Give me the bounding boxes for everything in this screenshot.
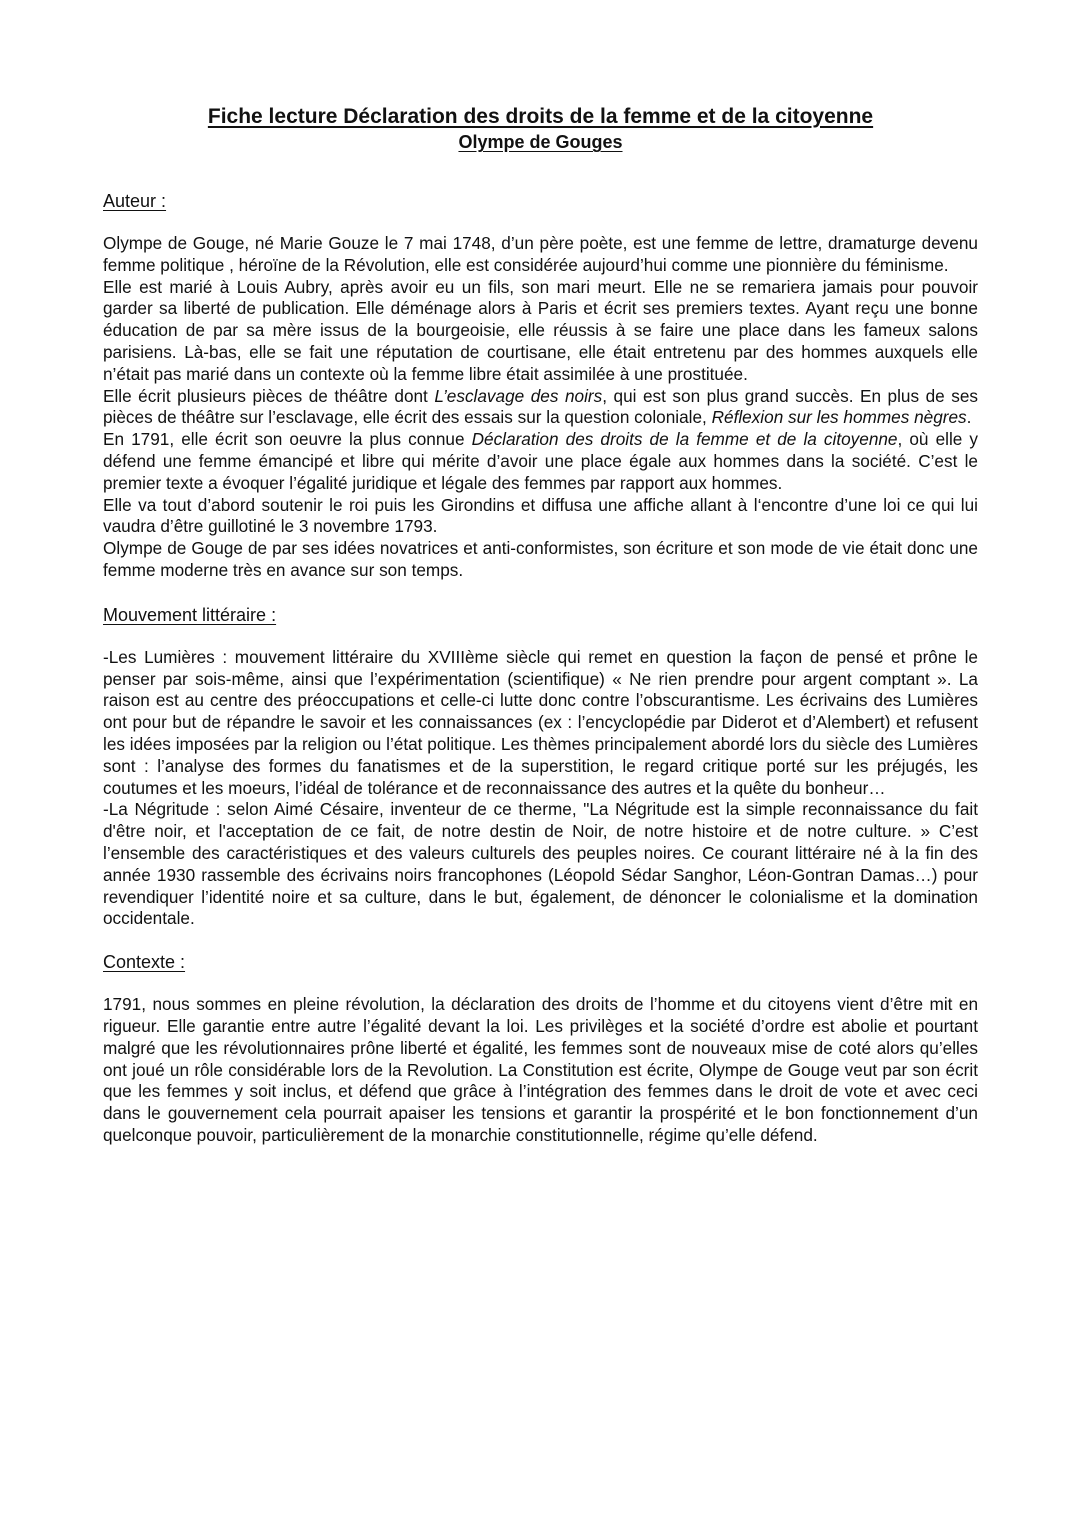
document-subtitle: Olympe de Gouges: [458, 132, 623, 152]
work-title-italic: Réflexion sur les hommes nègres: [711, 407, 967, 428]
paragraph: Olympe de Gouge, né Marie Gouze le 7 mai 1748, d’un père poète, est une femme de lettre, dramaturge devenu femme politique , héroïne de la Révolution, elle est considérée aujourd’hui comme une pionnière du féminisme.: [103, 233, 978, 275]
paragraph: Elle est marié à Louis Aubry, après avoir eu un fils, son mari meurt. Elle ne se remariera jamais pour pouvoir garder sa liberté de publication. Elle déménage alors à Paris et écrit ses premiers textes. Ayant reçu une bonne éducation de par sa mère issus de la bourgeoisie, elle réussis à se faire une place dans les fameux salons parisiens. Là-bas, elle se fait une réputation de courtisane, elle était entretenu par des hommes auxquels elle n’était pas marié dans un contexte où la femme libre était assimilée à une prostituée.: [103, 276, 978, 384]
section-heading-mouvement: Mouvement littéraire :: [103, 604, 277, 625]
section-body-mouvement: [103, 647, 978, 930]
paragraph: En 1791, elle écrit son oeuvre la plus connue Déclaration des droits de la femme et de la citoyenne, où elle y défend une femme émancipé et libre qui mérite d’avoir une place égale aux hommes dans la société. C’est le premier texte a évoquer l’égalité juridique et légale des femmes par rapport aux hommes.: [103, 429, 979, 493]
document-title: Fiche lecture Déclaration des droits de la femme et de la citoyenne: [207, 105, 874, 128]
paragraph: Elle écrit plusieurs pièces de théâtre dont L’esclavage des noirs, qui est son plus grand succès. En plus de ses pièces de théâtre sur l’esclavage, elle écrit des essais sur la question coloniale, Réflexion sur les hommes nègres.: [103, 385, 978, 428]
paragraph: -Les Lumières : mouvement littéraire du XVIIIème siècle qui remet en question la façon de pensé et prône le penser par sois-même, ainsi que l’expérimentation (scientifique) « Ne rien prendre pour argent comptant ». La raison est au centre des préoccupations et celle-ci lutte donc contre l’obscurantisme. Les écrivains des Lumières ont pour but de répandre le savoir et les connaissances (ex : l’encyclopédie par Diderot et d’Alembert) et refusent les idées imposées par la religion ou l’état politique. Les thèmes principalement abordé lors du siècle des Lumières sont : l’analyse des formes du fanatismes et de la superstition, le regard critique porté sur les préjugés, les coutumes et les moeurs, l’idéal de tolérance et de reconnaissance des autres et la quête du bonheur…: [103, 646, 978, 798]
section-heading-contexte: Contexte :: [103, 952, 186, 973]
paragraph: Elle va tout d’abord soutenir le roi puis les Girondins et diffusa une affiche allant à l‘encontre d’une loi ce qui lui vaudra d’être guillotiné le 3 novembre 1793.: [103, 494, 978, 537]
work-title-italic: Déclaration des droits de la femme et de la citoyenne: [471, 429, 898, 450]
section-heading-auteur: Auteur :: [103, 191, 167, 211]
section-body-contexte: [103, 994, 978, 1147]
paragraph: 1791, nous sommes en pleine révolution, la déclaration des droits de l’homme et du citoyens vient d’être mit en rigueur. Elle garantie entre autre l’égalité devant la loi. Les privilèges et la société d’ordre est abolie et pourtant malgré que les révolutionnaires prône liberté et égalité, les femmes sont de nouveaux mise de coté alors qu’elles ont joué un rôle considérable lors de la Revolution. La Constitution est écrite, Olympe de Gouge veut par son écrit que les femmes y soit inclus, et défend que grâce à l’intégration des femmes dans le droit de vote et avec ceci dans le gouvernement cela pourrait apaiser les tensions et garantir la prospérité et le bon fonctionnement d’un quelconque pouvoir, particulièrement de la monarchie constitutionnelle, régime qu’elle défend.: [103, 994, 978, 1145]
paragraph: Olympe de Gouge de par ses idées novatrices et anti-conformistes, son écriture et son mode de vie était donc une femme moderne très en avance sur son temps.: [103, 538, 978, 580]
document-page: [103, 104, 978, 1147]
section-body-auteur: [103, 233, 978, 582]
paragraph: -La Négritude : selon Aimé Césaire, inventeur de ce therme, "La Négritude est la simple reconnaissance du fait d'être noir, et l'acceptation de ce fait, de notre destin de Noir, de notre histoire et de notre culture. » C’est l’ensemble des caractéristiques et des valeurs culturels des peuples noires. Ce courant littéraire né à la fin des année 1930 rassemble des écrivains noirs francophones (Léopold Sédar Sanghor, Léon-Gontran Damas…) pour revendiquer l’identité noire et sa culture, dans le but, également, de dénoncer le colonialisme et la domination occidentale.: [103, 799, 978, 929]
work-title-italic: L’esclavage des noirs: [434, 385, 603, 406]
